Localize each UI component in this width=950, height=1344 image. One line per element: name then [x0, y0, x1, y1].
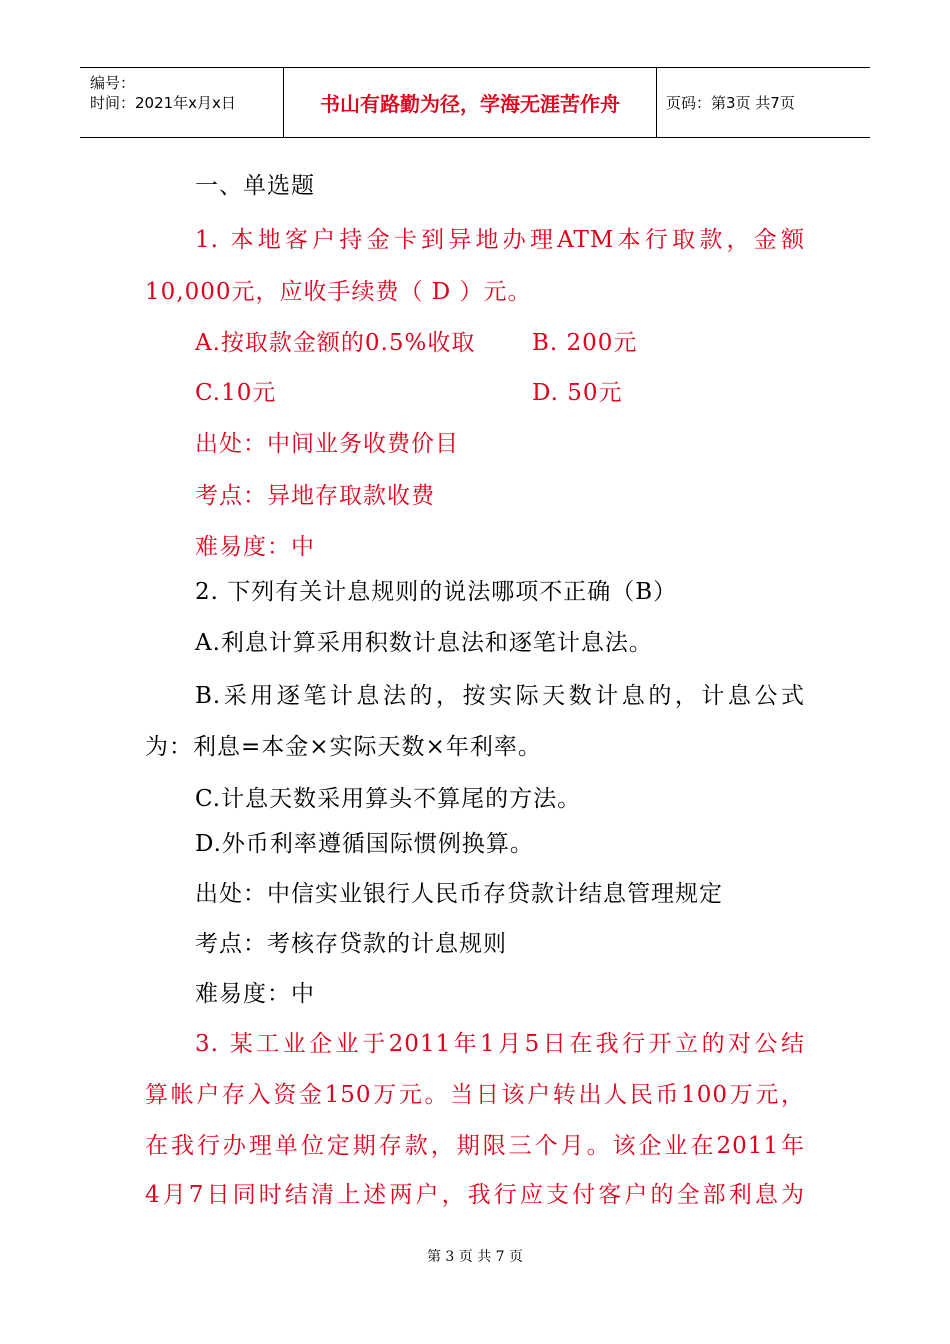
- q2-option-b-line2: 为：利息=本金×实际天数×年利率。: [145, 734, 542, 760]
- q3-stem-line2: 算帐户存入资金150万元。当日该户转出人民币100万元，: [145, 1082, 805, 1108]
- q1-option-d: D. 50元: [532, 380, 623, 406]
- q1-stem-line1: 1. 本地客户持金卡到异地办理ATM本行取款，金额: [195, 227, 805, 253]
- q2-option-c: C.计息天数采用算头不算尾的方法。: [195, 786, 582, 812]
- q1-option-b: B. 200元: [532, 330, 638, 356]
- q3-stem-line1: 3. 某工业企业于2011年1月5日在我行开立的对公结: [195, 1031, 805, 1057]
- q1-difficulty: 难易度：中: [195, 534, 315, 560]
- q1-option-c: C.10元: [195, 380, 277, 406]
- section-title: 一、单选题: [195, 173, 315, 199]
- header-meta: [80, 68, 283, 137]
- q1-point: 考点：异地存取款收费: [195, 483, 435, 509]
- q2-option-d: D.外币利率遵循国际惯例换算。: [195, 831, 534, 857]
- doc-number-label: 编号：: [90, 74, 136, 92]
- page-header: [80, 67, 870, 138]
- q1-stem-line2: 10,000元，应收手续费（ D ）元。: [145, 279, 532, 305]
- header-motto: 书山有路勤为径，学海无涯苦作舟: [283, 68, 657, 137]
- page-footer: 第 3 页 共 7 页: [426, 1249, 524, 1265]
- doc-date: 时间：2021年x月x日: [90, 94, 236, 112]
- q2-option-a: A.利息计算采用积数计息法和逐笔计息法。: [195, 630, 653, 656]
- q2-stem: 2. 下列有关计息规则的说法哪项不正确（B）: [195, 579, 678, 605]
- q1-option-a: A.按取款金额的0.5%收取: [195, 330, 476, 356]
- q2-source: 出处：中信实业银行人民币存贷款计结息管理规定: [195, 881, 723, 907]
- q2-option-b-line1: B.采用逐笔计息法的，按实际天数计息的，计息公式: [195, 683, 805, 709]
- q2-point: 考点：考核存贷款的计息规则: [195, 931, 507, 957]
- q3-stem-line4: 4月7日同时结清上述两户，我行应支付客户的全部利息为: [145, 1182, 805, 1208]
- q1-source: 出处：中间业务收费价目: [195, 431, 459, 457]
- header-page-info: 页码：第3页 共7页: [666, 94, 795, 112]
- q3-stem-line3: 在我行办理单位定期存款，期限三个月。该企业在2011年: [145, 1133, 805, 1159]
- q2-difficulty: 难易度：中: [195, 981, 315, 1007]
